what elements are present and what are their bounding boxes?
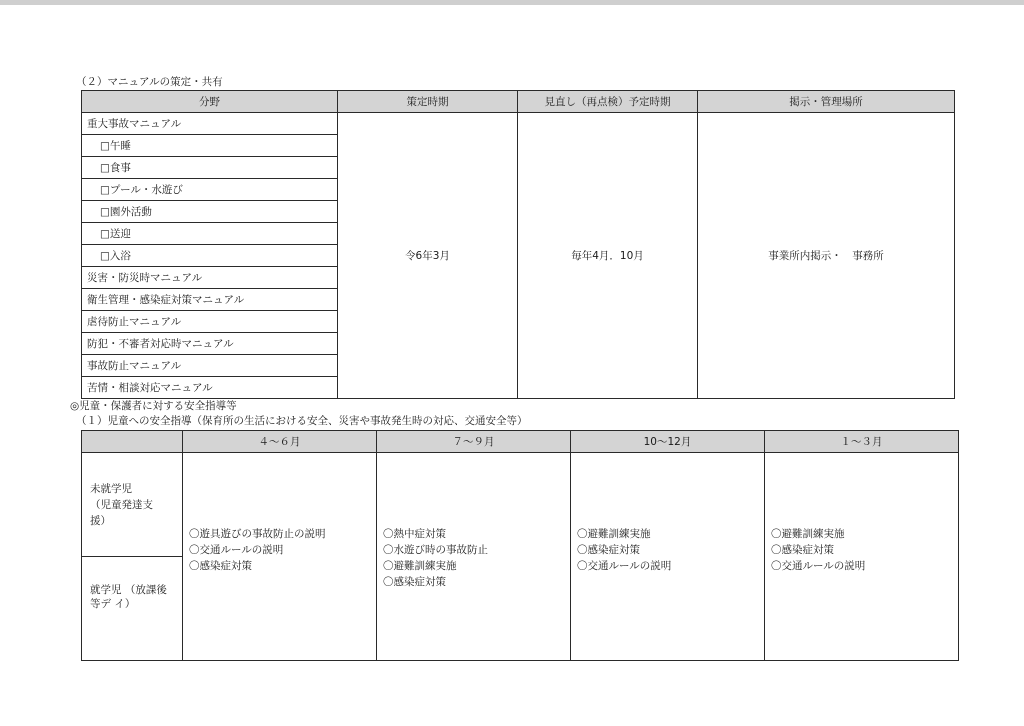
guidance-item: 〇交通ルールの説明 — [771, 560, 866, 572]
guidance-item: 〇避難訓練実施 — [383, 560, 457, 572]
safety-table-header-row — [82, 431, 959, 453]
manual-subitem: □入浴 — [82, 245, 338, 267]
guidance-item: 〇水遊び時の事故防止 — [383, 544, 488, 556]
guidance-jul-sep — [377, 453, 571, 661]
manual-item: 災害・防災時マニュアル — [82, 267, 338, 289]
manual-subitem: □食事 — [82, 157, 338, 179]
location-value: 事業所内掲示・ 事務所 — [698, 113, 955, 399]
header-apr-jun: ４～６月 — [183, 431, 377, 453]
header-blank — [82, 431, 183, 453]
group-school-age — [82, 557, 183, 661]
manual-subitem: □園外活動 — [82, 201, 338, 223]
group-preschool — [82, 453, 183, 557]
guidance-item: 〇感染症対策 — [383, 576, 446, 588]
guidance-item: 〇感染症対策 — [189, 560, 252, 572]
section-heading-manual: （２）マニュアルの策定・共有 — [76, 76, 223, 88]
group-label-line: （放課後等デ — [90, 584, 167, 610]
manual-item: 虐待防止マニュアル — [82, 311, 338, 333]
guidance-item: 〇避難訓練実施 — [577, 528, 651, 540]
guidance-item: 〇避難訓練実施 — [771, 528, 845, 540]
manual-subitem: □送迎 — [82, 223, 338, 245]
manual-item: 防犯・不審者対応時マニュアル — [82, 333, 338, 355]
manual-table — [81, 90, 955, 399]
header-field: 分野 — [82, 91, 338, 113]
section-heading-safety: ◎児童・保護者に対する安全指導等 — [70, 400, 237, 412]
header-jan-mar: １～３月 — [765, 431, 959, 453]
guidance-item: 〇交通ルールの説明 — [189, 544, 284, 556]
manual-item: 重大事故マニュアル — [82, 113, 338, 135]
window-top-border — [0, 0, 1024, 5]
header-jul-sep: ７～９月 — [377, 431, 571, 453]
header-location: 掲示・管理場所 — [698, 91, 955, 113]
table-row — [82, 113, 955, 135]
group-label-line: 援） — [90, 515, 111, 527]
table-row — [82, 453, 959, 557]
group-label-line: 就学児 — [90, 584, 122, 596]
manual-item: 衛生管理・感染症対策マニュアル — [82, 289, 338, 311]
header-establish-time: 策定時期 — [338, 91, 518, 113]
guidance-apr-jun — [183, 453, 377, 661]
section-subheading-child-safety: （１）児童への安全指導（保育所の生活における安全、災害や事故発生時の対応、交通安全等） — [76, 415, 528, 427]
guidance-item: 〇感染症対策 — [771, 544, 834, 556]
manual-subitem: □午睡 — [82, 135, 338, 157]
guidance-item: 〇遊具遊びの事故防止の説明 — [189, 528, 326, 540]
group-label-line: （児童発達支 — [90, 499, 153, 511]
manual-subitem: □プール・水遊び — [82, 179, 338, 201]
group-label-line: 未就学児 — [90, 483, 132, 495]
header-review-time: 見直し（再点検）予定時期 — [518, 91, 698, 113]
safety-guidance-table — [81, 430, 959, 661]
review-time-value: 毎年4月．10月 — [518, 113, 698, 399]
manual-item: 苦情・相談対応マニュアル — [82, 377, 338, 399]
manual-item: 事故防止マニュアル — [82, 355, 338, 377]
guidance-oct-dec — [571, 453, 765, 661]
guidance-item: 〇交通ルールの説明 — [577, 560, 672, 572]
guidance-item: 〇感染症対策 — [577, 544, 640, 556]
establish-time-value: 令6年3月 — [338, 113, 518, 399]
guidance-jan-mar — [765, 453, 959, 661]
header-oct-dec: 10～12月 — [571, 431, 765, 453]
manual-table-header-row — [82, 91, 955, 113]
group-label-line: イ） — [114, 598, 136, 610]
guidance-item: 〇熱中症対策 — [383, 528, 446, 540]
